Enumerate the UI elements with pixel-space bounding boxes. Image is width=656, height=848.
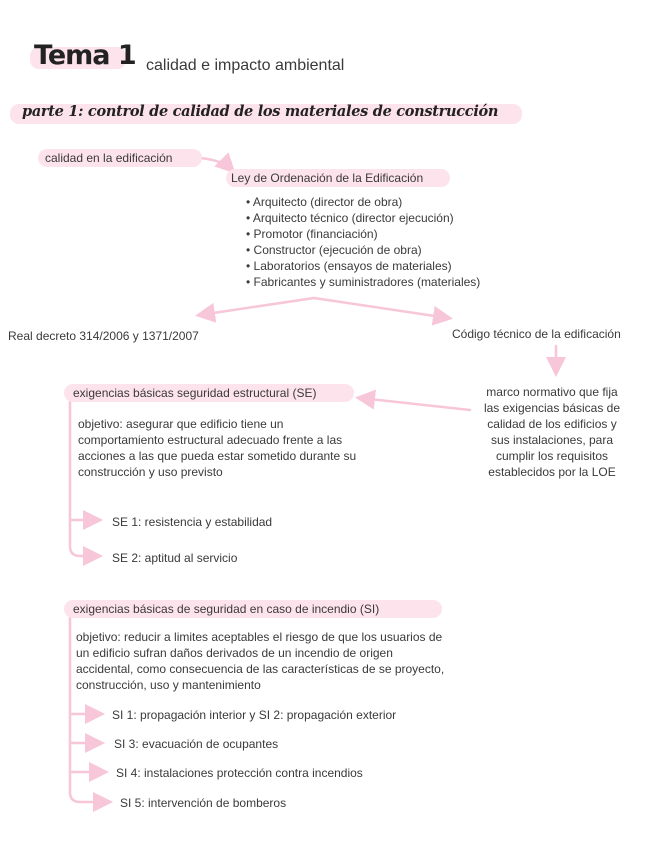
- list-item: • Constructor (ejecución de obra): [246, 242, 480, 258]
- objetivo-line: construcción, uso y mantenimiento: [76, 678, 261, 692]
- se-item-2: SE 2: aptitud al servicio: [112, 551, 238, 565]
- marco-normativo-text: [462, 384, 642, 480]
- se-heading: exigencias básicas seguridad estructural (SE): [73, 386, 317, 400]
- se-objetivo: [78, 416, 408, 480]
- objetivo-line: acciones a las que pueda estar sometido durante su: [78, 449, 357, 463]
- objetivo-line: comportamiento estructural adecuado frente a las: [78, 433, 343, 447]
- loe-label: Ley de Ordenación de la Edificación: [231, 171, 424, 185]
- si-heading: exigencias básicas de seguridad en caso de incendio (SI): [73, 602, 380, 616]
- marco-line: cumplir los requisitos: [495, 449, 609, 463]
- tema-title: Tema 1: [34, 40, 136, 71]
- section-heading: parte 1: control de calidad de los materiales de construcción: [22, 103, 499, 120]
- real-decreto-label: Real decreto 314/2006 y 1371/2007: [8, 329, 199, 343]
- marco-line: establecidos por la LOE: [488, 465, 616, 479]
- calidad-label: calidad en la edificación: [45, 151, 173, 165]
- list-item: • Laboratorios (ensayos de materiales): [246, 258, 480, 274]
- list-item: • Arquitecto (director de obra): [246, 194, 480, 210]
- objetivo-line: un edificio sufran daños derivados de un incendio de origen: [76, 646, 393, 660]
- si-objetivo: [76, 629, 506, 693]
- se-item-1: SE 1: resistencia y estabilidad: [112, 515, 273, 529]
- si-item-1: SI 1: propagación interior y SI 2: propagación exterior: [112, 708, 397, 722]
- cte-label: Código técnico de la edificación: [452, 327, 621, 341]
- objetivo-line: objetivo: asegurar que edificio tiene un: [78, 417, 284, 431]
- list-item: • Fabricantes y suministradores (materiales): [246, 274, 480, 290]
- si-item-2: SI 3: evacuación de ocupantes: [114, 737, 279, 751]
- page-subtitle: calidad e impacto ambiental: [146, 57, 345, 74]
- list-item: • Arquitecto técnico (director ejecución): [246, 210, 480, 226]
- loe-agents-list: [246, 194, 480, 290]
- marco-line: marco normativo que fija: [486, 385, 618, 399]
- objetivo-line: accidental, como consecuencia de las características de se proyecto,: [76, 662, 445, 676]
- si-item-3: SI 4: instalaciones protección contra incendios: [116, 766, 363, 780]
- objetivo-line: objetivo: reducir a limites aceptables el riesgo de que los usuarios de: [76, 630, 443, 644]
- objetivo-line: construcción y uso previsto: [78, 465, 223, 479]
- marco-line: calidad de los edificios y: [487, 417, 617, 431]
- marco-line: las exigencias básicas de: [483, 401, 621, 415]
- list-item: • Promotor (financiación): [246, 226, 480, 242]
- si-item-4: SI 5: intervención de bomberos: [120, 796, 287, 810]
- marco-line: sus instalaciones, para: [490, 433, 614, 447]
